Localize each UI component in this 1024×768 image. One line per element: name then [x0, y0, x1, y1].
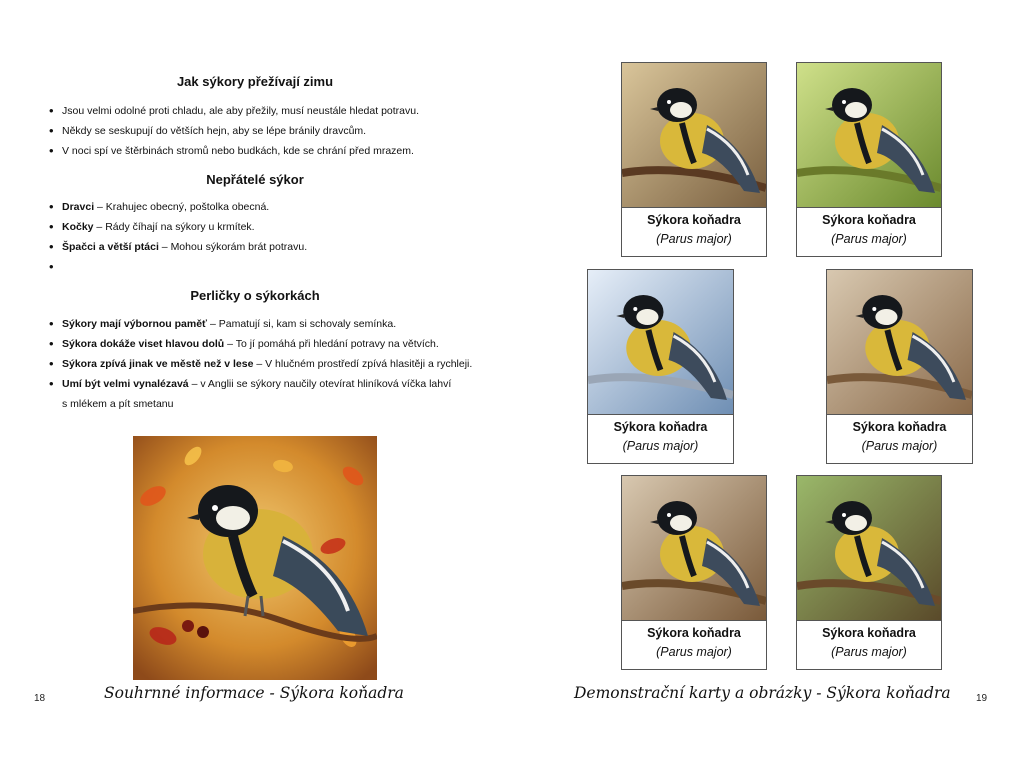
- card-latin-name: (Parus major): [656, 232, 732, 246]
- item-text: – Rády číhají na sýkory u krmítek.: [93, 221, 255, 233]
- item-bold: Sýkory mají výbornou paměť: [62, 318, 208, 330]
- section-title-facts: Perličky o sýkorkách: [190, 288, 320, 303]
- list-item: • Jsou velmi odolné proti chladu, ale aby přežily, musí neustále hledat potravu.: [48, 101, 419, 121]
- section-title-winter: Jak sýkory přežívají zimu: [176, 74, 334, 89]
- right-page: [512, 0, 1024, 768]
- species-card-1: [621, 62, 767, 257]
- list-item: • Někdy se seskupují do větších hejn, aby se lépe bránily dravcům.: [48, 121, 419, 141]
- card-latin-name: (Parus major): [831, 232, 907, 246]
- card-name: Sýkora koňadra: [822, 213, 916, 227]
- card-latin-name: (Parus major): [861, 439, 938, 453]
- great-tit-illustration: [133, 436, 377, 680]
- item-text: – Pamatují si, kam si schovaly semínka.: [207, 318, 397, 330]
- item-bold: Umí být velmi vynalézavá: [62, 378, 189, 390]
- left-caption: Souhrnné informace - Sýkora koňadra: [104, 684, 404, 702]
- item-text: – Krahujec obecný, poštolka obecná.: [94, 201, 270, 213]
- card-bird-image: [797, 476, 941, 621]
- item-text: – v Anglii se sýkory naučily otevírat hliníková víčka lahví: [188, 378, 452, 390]
- page-number-left: 18: [34, 693, 46, 704]
- card-latin-name: (Parus major): [656, 645, 732, 659]
- species-card-2: [796, 62, 942, 257]
- card-latin-name: (Parus major): [622, 439, 699, 453]
- great-tit-autumn-image: [133, 436, 377, 680]
- list-item: [48, 217, 307, 237]
- item-bold: Kočky: [62, 221, 94, 233]
- species-card-6: [796, 475, 942, 670]
- item-bold: Dravci: [62, 201, 95, 213]
- card-name: Sýkora koňadra: [647, 626, 741, 640]
- list-item: [48, 197, 307, 217]
- card-bird-image: [588, 270, 733, 415]
- item-text: – Mohou sýkorám brát potravu.: [158, 241, 308, 253]
- item-text: – V hlučném prostředí zpívá hlasitěji a rychleji.: [253, 358, 473, 370]
- list-item: • V noci spí ve štěrbinách stromů nebo budkách, kde se chrání před mrazem.: [48, 141, 419, 161]
- item-bold: Špačci a větší ptáci: [62, 241, 159, 253]
- page-number-right: 19: [976, 693, 988, 704]
- list-item: [48, 334, 472, 354]
- facts-list: [48, 314, 472, 414]
- enemies-list: [48, 197, 307, 257]
- item-bold: Sýkora zpívá jinak ve městě než v lese: [62, 358, 254, 370]
- list-item: [48, 354, 472, 374]
- card-bird-image: [622, 476, 766, 621]
- card-bird-image: [622, 63, 766, 208]
- list-item: [48, 237, 307, 257]
- card-latin-name: (Parus major): [831, 645, 907, 659]
- winter-list: [48, 101, 419, 161]
- species-card-5: [621, 475, 767, 670]
- list-item: [48, 374, 472, 394]
- right-caption: Demonstrační karty a obrázky - Sýkora koňadra: [574, 684, 951, 702]
- species-card-3: [587, 269, 734, 464]
- card-name: Sýkora koňadra: [647, 213, 741, 227]
- card-bird-image: [827, 270, 972, 415]
- list-item-continuation: s mlékem a pít smetanu: [62, 398, 174, 410]
- card-name: Sýkora koňadra: [852, 420, 947, 434]
- card-name: Sýkora koňadra: [613, 420, 708, 434]
- item-bold: Sýkora dokáže viset hlavou dolů: [62, 338, 225, 350]
- section-title-enemies: Nepřátelé sýkor: [206, 172, 304, 187]
- species-card-4: [826, 269, 973, 464]
- item-text: – To jí pomáhá při hledání potravy na větvích.: [224, 338, 439, 350]
- list-item: [48, 314, 472, 334]
- card-name: Sýkora koňadra: [822, 626, 916, 640]
- card-bird-image: [797, 63, 941, 208]
